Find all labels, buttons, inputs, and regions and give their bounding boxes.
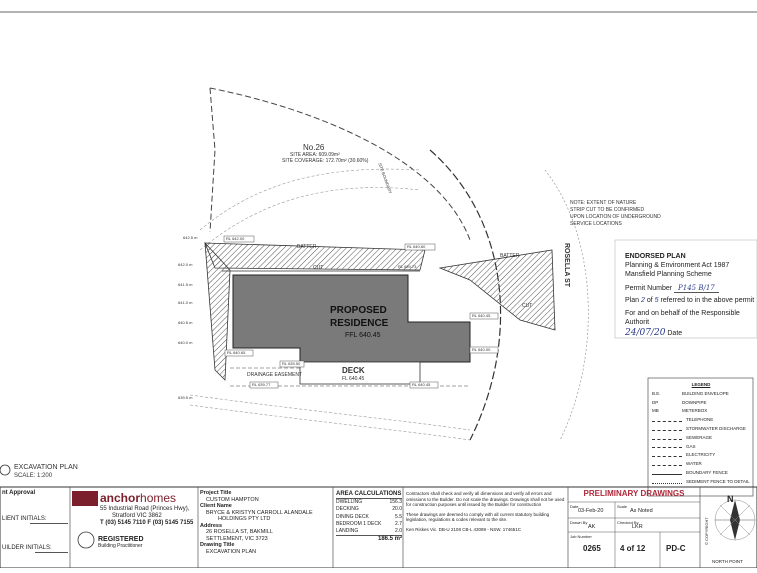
sheet-number: 4 of 12: [620, 544, 646, 553]
plan-referred: referred to in the above permit: [660, 297, 755, 304]
registered-sub: Building Practitioner: [98, 543, 143, 549]
legend-item: [652, 434, 750, 443]
legend-item: [652, 390, 750, 399]
drawing-title-label: Drawing Title: [200, 542, 235, 548]
site-boundary-label: SITE BOUNDARY: [377, 162, 394, 195]
project-info: [200, 490, 313, 555]
area-name: LANDING: [336, 528, 359, 535]
checked-label: Checked By: [617, 520, 639, 525]
batter-right: BATTER: [500, 253, 520, 259]
legend-label: ELECTRICITY: [686, 452, 716, 458]
contour-level: 640.5 m: [178, 320, 193, 325]
contour-level: 642.0 m: [178, 262, 193, 267]
level-tag: RL 640.65: [227, 350, 246, 355]
legend-label: SEDIMENT FENCE TO DETAIL: [686, 478, 750, 484]
client-name: HOLDINGS PTY LTD: [218, 516, 271, 522]
site-area: SITE AREA: 609.09m²: [290, 152, 340, 158]
level-tag: RL 639.50: [282, 361, 301, 366]
date-value: 03-Feb-20: [578, 508, 604, 514]
job-label: Job Number: [570, 534, 592, 539]
company-name-1: anchor: [100, 491, 141, 505]
endorsed-title: ENDORSED PLAN: [625, 253, 686, 260]
scale-label: Scale: [617, 504, 628, 509]
legend-label: METERBOX: [682, 408, 708, 414]
project-title: CUSTOM HAMPTON: [206, 496, 259, 503]
areas-total: 186.5 m²: [336, 535, 402, 543]
area-value: 2.0: [395, 528, 402, 535]
north-point-label: NORTH POINT: [712, 559, 743, 564]
address-label: Address: [200, 522, 223, 529]
endorsed-act: Planning & Environment Act 1987: [625, 262, 730, 269]
extent-note: [570, 200, 661, 228]
lot-title: No.26: [303, 143, 325, 152]
area-value: 156.3: [389, 499, 402, 506]
batter-left: BATTER: [297, 244, 317, 250]
legend-item: [652, 416, 750, 425]
area-value: 5.5: [395, 513, 402, 520]
plan-title: EXCAVATION PLAN: [14, 464, 78, 471]
legend: [652, 381, 750, 487]
endorsement-stamp: [625, 252, 757, 338]
registered-title: REGISTERED: [98, 536, 144, 543]
builder-initials-line: [35, 552, 68, 553]
legend-label: GAS: [686, 443, 696, 449]
disclaimer-2: These drawings are deemed to comply with all current statutory building legislation, regulations & codes relevant to the site.: [406, 511, 550, 523]
legend-label: TELEPHONE: [686, 417, 714, 423]
legend-code: DP: [652, 399, 659, 405]
cut-right: CUT: [522, 303, 533, 309]
area-name: BEDROOM 1 DECK: [336, 520, 382, 527]
note-line: SERVICE LOCATIONS: [570, 221, 622, 227]
drawing-title: EXCAVATION PLAN: [206, 548, 257, 555]
builder-initials-label: UILDER INITIALS:: [2, 545, 52, 551]
plan-total: 5: [654, 297, 659, 304]
legend-label: STORMWATER DISCHARGE: [686, 425, 746, 431]
level-tag: RL 640.45: [412, 382, 431, 387]
area-value: 20.0: [392, 506, 402, 513]
company-logo: [100, 491, 176, 505]
contour-level: 642.5 m: [183, 235, 198, 240]
address-line: 55 Industrial Road (Princes Hwy),: [100, 506, 190, 512]
level-tag: RL 640.00: [472, 347, 491, 352]
job-number: 0265: [583, 544, 601, 553]
plan-text: Plan: [625, 297, 640, 304]
scale-value: As Noted: [630, 508, 653, 514]
contour-level: 639.5 m: [178, 395, 193, 400]
legend-item: [652, 399, 750, 408]
legend-item: [652, 425, 750, 434]
client-initials-label: LIENT INITIALS:: [2, 516, 47, 522]
site-coverage: SITE COVERAGE: 172.70m² (30.60%): [282, 158, 369, 164]
plan-num: 2: [640, 297, 645, 304]
date-label: Date: [667, 330, 683, 337]
note-line: NOTE: EXTENT OF NATURE: [570, 200, 637, 206]
legend-item: [652, 451, 750, 460]
area-row: [336, 499, 402, 506]
date-label: Date: [570, 504, 579, 509]
preliminary-drawings: PRELIMINARY DRAWINGS: [583, 489, 685, 498]
note-line: UPON LOCATION OF UNDERGROUND: [570, 214, 661, 220]
company-phone: T (03) 5145 7110 F (03) 5145 7155: [100, 520, 194, 526]
checked-value: LKR: [632, 524, 643, 530]
project-title-label: Project Title: [200, 490, 232, 496]
level-tag: RL 640.45: [472, 313, 491, 318]
area-value: 2.7: [395, 520, 402, 527]
legend-code: B.E.: [652, 390, 661, 396]
legend-label: DOWNPIPE: [682, 399, 707, 405]
site-address: SETTLEMENT, VIC 3723: [206, 535, 268, 542]
area-name: DINING DECK: [336, 513, 369, 520]
contour-level: 641.0 m: [178, 300, 193, 305]
area-row: [336, 506, 402, 513]
company-address: [100, 506, 193, 527]
area-row: [336, 528, 402, 535]
client-name-label: Client Name: [200, 503, 232, 509]
area-calculations: [336, 491, 402, 543]
legend-item: [652, 469, 750, 478]
client-name: BRYCE & KRISTYN CARROLL ALANDALE: [206, 509, 313, 516]
level-tag: RL 639.73: [398, 264, 417, 269]
contour-level: 640.0 m: [178, 340, 193, 345]
plan-of: of: [646, 297, 653, 304]
legend-item: [652, 407, 750, 416]
legend-label: BOUNDARY FENCE: [686, 469, 728, 475]
disclaimer: [406, 491, 566, 533]
legend-label: SEWERAGE: [686, 434, 713, 440]
contour-level: 641.5 m: [178, 282, 193, 287]
legend-title: LEGEND: [691, 382, 711, 387]
permit-label: Permit Number: [625, 285, 673, 292]
street-name: ROSELLA ST: [563, 243, 570, 288]
endorsed-behalf: For and on behalf of the Responsible Authorit: [625, 310, 740, 326]
north-arrow-icon: N: [727, 494, 734, 504]
legend-label: WATER: [686, 461, 702, 467]
site-address: 26 ROSELLA ST, BAKMILL: [206, 529, 273, 535]
area-name: DECKING: [336, 506, 359, 513]
endorsed-scheme: Mansfield Planning Scheme: [625, 271, 712, 278]
company-name-2: homes: [140, 491, 177, 505]
house-label-2: RESIDENCE: [330, 318, 389, 329]
house-label-1: PROPOSED: [330, 305, 387, 316]
client-initials-line: [30, 523, 68, 524]
area-row: [336, 514, 402, 521]
area-name: DWELLING: [336, 499, 363, 506]
legend-item: [652, 460, 750, 469]
address-line: Stratford VIC 3862: [112, 513, 162, 519]
copyright: © COPYRIGHT: [704, 517, 709, 545]
deck-label: DECK: [342, 366, 365, 375]
level-tag: RL 639.77: [252, 382, 271, 387]
endorsed-date: 24/07/20: [625, 328, 666, 338]
deck-fl: FL 640.45: [342, 376, 365, 382]
plan-scale: SCALE: 1:200: [14, 473, 53, 479]
area-row: [336, 521, 402, 528]
permit-number: P145 B/17: [674, 284, 719, 293]
legend-label: BUILDING ENVELOPE: [682, 390, 729, 396]
registered-badge: [98, 536, 144, 550]
licence: Ken Riskes Vic. DB-U 2108 CB-L 43089 - NSW. 174651C: [406, 526, 522, 532]
level-tag: RL 642.00: [226, 236, 245, 241]
level-tag: RL 640.60: [407, 244, 426, 249]
revision: PD-C: [666, 544, 686, 553]
disclaimer-1: Contractors shall check and verify all dimensions and verify all errors and omissions to the Builder. Do not scale the drawings. Drawings shall not be used for construction purposes until issued by the Builder for construction: [406, 491, 565, 508]
legend-item: [652, 443, 750, 452]
drawn-value: AK: [588, 524, 596, 530]
legend-item: [652, 478, 750, 487]
areas-title: AREA CALCULATIONS: [336, 491, 402, 499]
drainage-easement: DRAINAGE EASEMENT: [247, 372, 303, 378]
legend-code: MB: [652, 408, 659, 414]
ffl-label: FFL 640.45: [345, 332, 381, 339]
cut-left: CUT: [313, 265, 324, 271]
approval-title: nt Approval: [2, 490, 36, 496]
note-line: STRIP CUT TO BE CONFIRMED: [570, 207, 645, 213]
drawn-label: Drawn By: [570, 520, 588, 525]
